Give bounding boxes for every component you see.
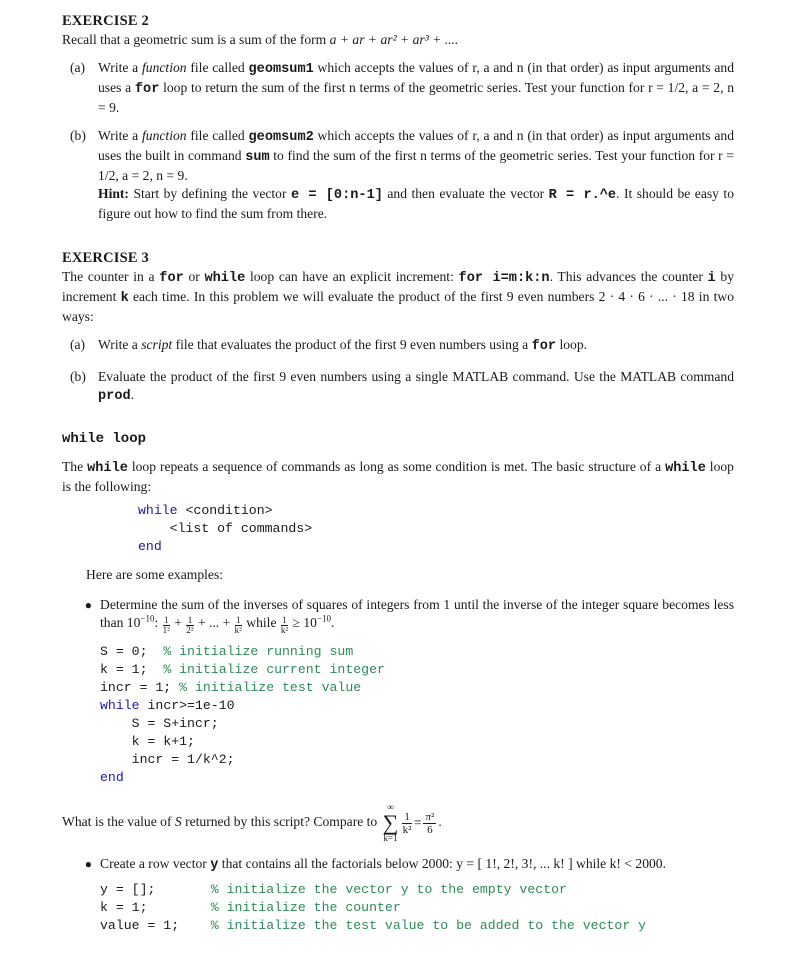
fraction: $\frac{1}{\text{k²}}$ <box>280 615 289 635</box>
fraction: $\frac{1}{\text{1²}}$ <box>162 615 170 635</box>
bullet-1-text: Determine the sum of the inverses of squares of integers from 1 until the inverse of the integer square becomes less than $10^{-10}$: $\frac{1}{\text{1²}}$ + $\frac{1}{\text{2²}}$ + ... + $\frac{1}{\text{k²}}$ while $\frac{1}{\text{k²}}$ ≥ $10^{-10}$. S = 0; % initialize running sum k = 1; % initialize current integer incr = 1; % initialize test value while incr>=1e-10 S = S+incr; k = k+1; incr = 1/k^2; end What is the value of S returned by this script? Compare to ∞ ∑ k=1 $\frac{1}{\text{k²}}$ = $\frac{\text{π²}}{6}$ . <box>62 597 734 843</box>
while-loop-title: while loop <box>62 431 147 447</box>
exercise-3-title: EXERCISE 3 <box>62 250 150 266</box>
part-a-text: Write a script file that evaluates the product of the first 9 even numbers using a for loop. <box>98 337 588 354</box>
hint-label: Hint: <box>98 186 129 201</box>
sum-script-code: S = 0; % initialize running sum k = 1; % initialize current integer incr = 1; % initialize test value while incr>=1e-10 S = S+incr; k = k+1; incr = 1/k^2; end <box>100 644 385 785</box>
part-b-label: (b) <box>70 369 86 384</box>
while-loop-intro: The while loop repeats a sequence of commands as long as some condition is met. The basic structure of a while loop is the following: <box>62 459 734 494</box>
while-structure-code: while <condition> <list of commands> end <box>138 503 313 554</box>
exercise-2 <box>62 12 734 223</box>
part-a-label: (a) <box>70 60 86 75</box>
fraction: $\frac{1}{\text{2²}}$ <box>186 615 194 635</box>
exercise-2-part-a <box>62 59 734 117</box>
bullet-dot: ● <box>84 857 92 871</box>
part-a-label: (a) <box>70 337 86 352</box>
exercise-2-part-b <box>62 127 734 223</box>
document-page <box>62 12 734 935</box>
sigma-symbol: ∞ ∑ k=1 <box>382 802 399 843</box>
exercise-3 <box>62 249 734 406</box>
exercise-3-intro: The counter in a for or while loop can have an explicit increment: for i=m:k:n. This advances the counter i by increment k each time. In this problem we will evaluate the product of the first 9 even numbers 2 · 4 · 6 · ... · 18 in two ways: <box>62 269 735 324</box>
examples-intro: Here are some examples: <box>86 567 224 582</box>
while-loop-section <box>62 430 734 935</box>
sum-question: What is the value of S returned by this script? Compare to ∞ ∑ k=1 $\frac{1}{\text{k²}}$ = $\frac{\text{π²}}{6}$ . <box>62 802 442 843</box>
exercise-2-title: EXERCISE 2 <box>62 13 150 29</box>
bullet-dot: ● <box>84 598 92 612</box>
example-bullet-1 <box>62 596 734 843</box>
fraction: $\frac{1}{\text{k²}}$ <box>234 615 242 635</box>
bullet-2-text: Create a row vector y that contains all the factorials below 2000: y = [ 1!, 2!, 3!, ... k! ] while k! < 2000. <box>100 856 666 873</box>
exercise-3-part-b <box>62 368 734 406</box>
series-formula: ∞ ∑ k=1 $\frac{1}{\text{k²}}$ = $\frac{\text{π²}}{6}$ <box>382 802 435 843</box>
exercise-2-intro: Recall that a geometric sum is a sum of the form a + ar + ar² + ar³ + .... <box>62 32 459 47</box>
example-bullet-2 <box>62 855 734 875</box>
part-a-text: Write a function file called geomsum1 which accepts the values of r, a and n (in that order) as input arguments and uses a for loop to return the sum of the first n terms of the geometric series. Test your function for r = 1/2, a = 2, n = 9. <box>98 60 735 115</box>
exercise-3-part-a <box>62 336 734 356</box>
part-b-text: Write a function file called geomsum2 which accepts the values of r, a and n (in that order) as input arguments and uses the built in command sum to find the sum of the first n terms of the geometric series. Test your function for r = 1/2, a = 2, n = 9. Hint: Start by defining the vector e = [0:n-1] and then evaluate the vector R = r.^e. It should be easy to figure out how to find the sum from there. <box>98 128 735 221</box>
part-b-text: Evaluate the product of the first 9 even numbers using a single MATLAB command. Use the MATLAB command prod. <box>98 369 734 404</box>
part-b-label: (b) <box>70 128 86 143</box>
factorial-script-code: y = []; % initialize the vector y to the empty vector k = 1; % initialize the counter value = 1; % initialize the test value to be added to the vector y <box>100 882 647 933</box>
